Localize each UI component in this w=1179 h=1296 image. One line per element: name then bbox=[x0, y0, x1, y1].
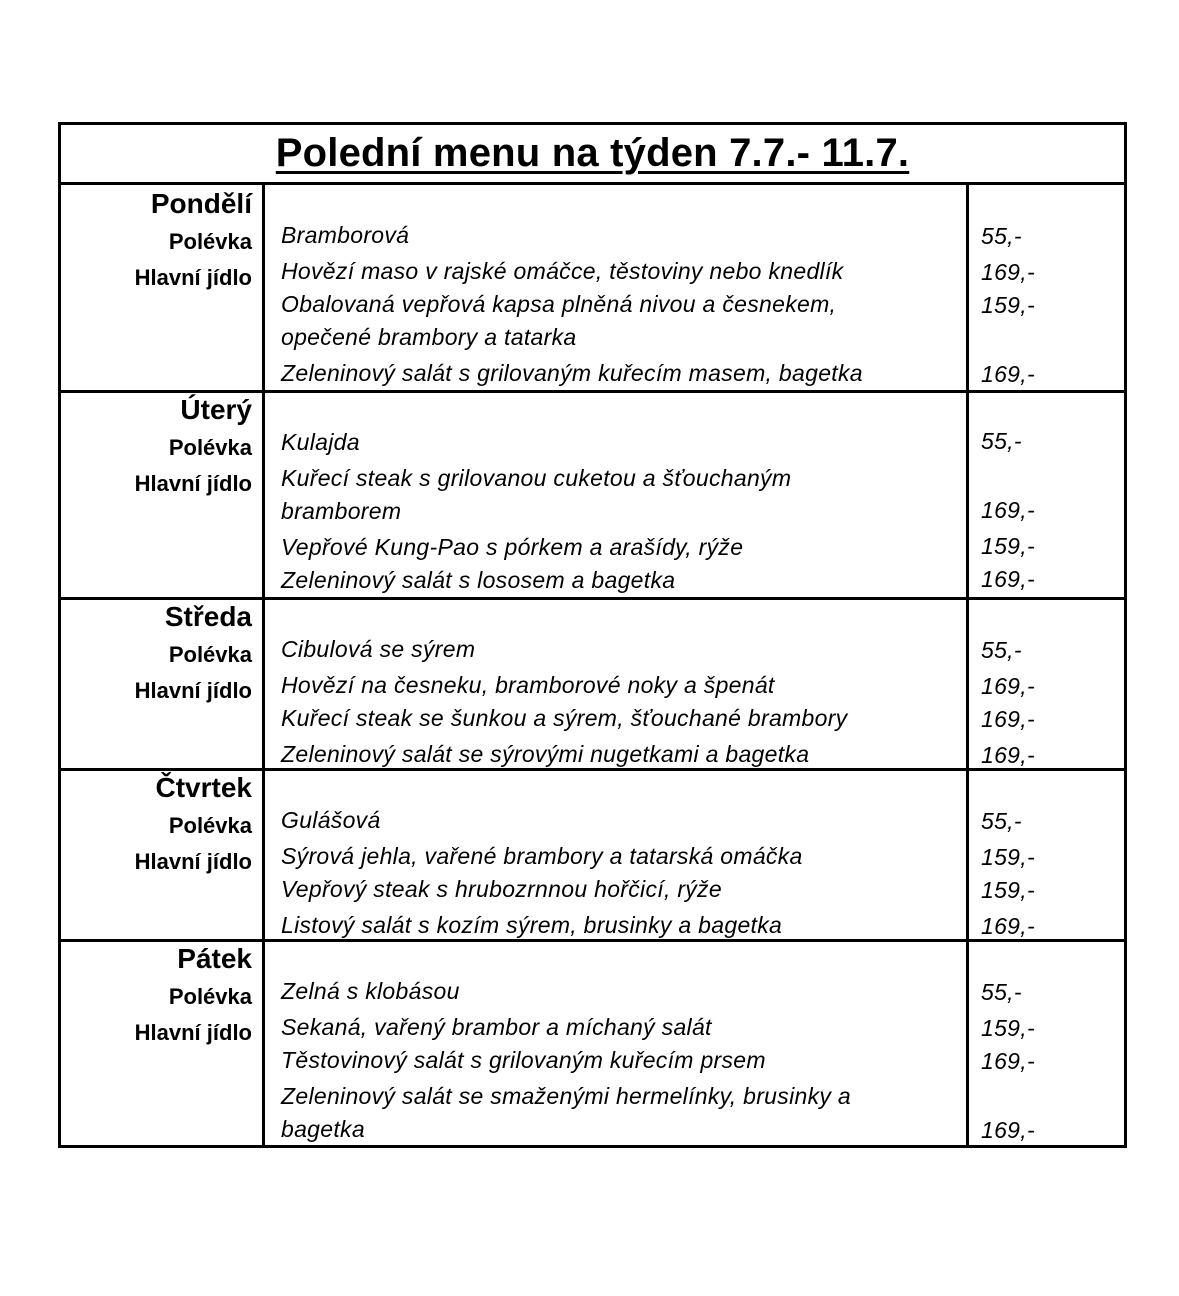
soup-label: Polévka bbox=[168, 984, 252, 1009]
dish-line: Zelná s klobásou bbox=[281, 978, 460, 1004]
day-labels bbox=[61, 393, 265, 597]
price-column bbox=[969, 393, 1124, 597]
price: 169,- bbox=[981, 742, 1035, 768]
day-labels bbox=[61, 600, 265, 768]
dish-line: Obalovaná vepřová kapsa plněná nivou a česnekem, bbox=[281, 291, 837, 317]
dish-line: Vepřové Kung-Pao s pórkem a arašídy, rýže bbox=[281, 534, 744, 560]
price: 169,- bbox=[981, 1048, 1035, 1074]
price-column bbox=[969, 771, 1124, 939]
price: 55,- bbox=[981, 223, 1022, 249]
price: 55,- bbox=[981, 428, 1022, 454]
dish-line: Kuřecí steak s grilovanou cuketou a šťouchaným bbox=[281, 465, 792, 491]
price: 159,- bbox=[981, 844, 1035, 870]
price: 55,- bbox=[981, 979, 1022, 1005]
day-name: Úterý bbox=[180, 394, 252, 425]
main-course-label: Hlavní jídlo bbox=[134, 471, 252, 496]
price: 55,- bbox=[981, 637, 1022, 663]
soup-label: Polévka bbox=[168, 642, 252, 667]
main-course-label: Hlavní jídlo bbox=[134, 849, 252, 874]
price: 169,- bbox=[981, 706, 1035, 732]
menu-title: Polední menu na týden 7.7.- 11.7. bbox=[275, 131, 910, 175]
price: 159,- bbox=[981, 1015, 1035, 1041]
day-name: Čtvrtek bbox=[155, 772, 252, 803]
price: 159,- bbox=[981, 292, 1035, 318]
main-course-label: Hlavní jídlo bbox=[134, 1020, 252, 1045]
day-labels bbox=[61, 771, 265, 939]
main-course-label: Hlavní jídlo bbox=[134, 678, 252, 703]
day-labels bbox=[61, 942, 265, 1145]
dish-column bbox=[265, 942, 969, 1145]
menu-table bbox=[58, 122, 1127, 1148]
dish-line: Hovězí na česneku, bramborové noky a špenát bbox=[281, 672, 775, 698]
day-row-thursday bbox=[61, 771, 1124, 942]
dish-column bbox=[265, 600, 969, 768]
day-name: Středa bbox=[164, 601, 252, 632]
soup-label: Polévka bbox=[168, 813, 252, 838]
price: 159,- bbox=[981, 533, 1035, 559]
day-name: Pondělí bbox=[150, 188, 252, 219]
price: 169,- bbox=[981, 1117, 1035, 1143]
dish-column bbox=[265, 771, 969, 939]
dish-line: Sýrová jehla, vařené brambory a tatarská omáčka bbox=[281, 843, 803, 869]
dish-line: bagetka bbox=[281, 1116, 365, 1142]
day-row-friday bbox=[61, 942, 1124, 1145]
dish-line: Vepřový steak s hrubozrnnou hořčicí, rýže bbox=[281, 876, 722, 902]
dish-line: bramborem bbox=[281, 498, 402, 524]
price: 169,- bbox=[981, 361, 1035, 387]
day-row-monday bbox=[61, 185, 1124, 393]
dish-line: opečené brambory a tatarka bbox=[281, 324, 577, 350]
dish-line: Zeleninový salát s lososem a bagetka bbox=[281, 567, 676, 593]
dish-line: Sekaná, vařený brambor a míchaný salát bbox=[281, 1014, 712, 1040]
soup-label: Polévka bbox=[168, 229, 252, 254]
price-column bbox=[969, 600, 1124, 768]
dish-line: Zeleninový salát se smaženými hermelínky, brusinky a bbox=[281, 1083, 851, 1109]
price: 169,- bbox=[981, 566, 1035, 592]
day-row-tuesday bbox=[61, 393, 1124, 600]
dish-line: Cibulová se sýrem bbox=[281, 636, 476, 662]
dish-column bbox=[265, 393, 969, 597]
soup-label: Polévka bbox=[168, 435, 252, 460]
dish-line: Těstovinový salát s grilovaným kuřecím prsem bbox=[281, 1047, 766, 1073]
dish-line: Kulajda bbox=[281, 429, 360, 455]
price: 55,- bbox=[981, 808, 1022, 834]
title-row bbox=[61, 125, 1124, 185]
day-name: Pátek bbox=[177, 943, 252, 974]
price: 159,- bbox=[981, 877, 1035, 903]
price-column bbox=[969, 185, 1124, 390]
price: 169,- bbox=[981, 259, 1035, 285]
price: 169,- bbox=[981, 497, 1035, 523]
dish-line: Kuřecí steak se šunkou a sýrem, šťouchané brambory bbox=[281, 705, 848, 731]
price-column bbox=[969, 942, 1124, 1145]
dish-column bbox=[265, 185, 969, 390]
dish-line: Gulášová bbox=[281, 807, 381, 833]
main-course-label: Hlavní jídlo bbox=[134, 265, 252, 290]
dish-line: Listový salát s kozím sýrem, brusinky a bagetka bbox=[281, 912, 783, 938]
day-labels bbox=[61, 185, 265, 390]
price: 169,- bbox=[981, 673, 1035, 699]
dish-line: Bramborová bbox=[281, 222, 410, 248]
dish-line: Hovězí maso v rajské omáčce, těstoviny nebo knedlík bbox=[281, 258, 844, 284]
price: 169,- bbox=[981, 913, 1035, 939]
dish-line: Zeleninový salát s grilovaným kuřecím masem, bagetka bbox=[281, 360, 863, 386]
dish-line: Zeleninový salát se sýrovými nugetkami a bagetka bbox=[281, 741, 810, 767]
day-row-wednesday bbox=[61, 600, 1124, 771]
